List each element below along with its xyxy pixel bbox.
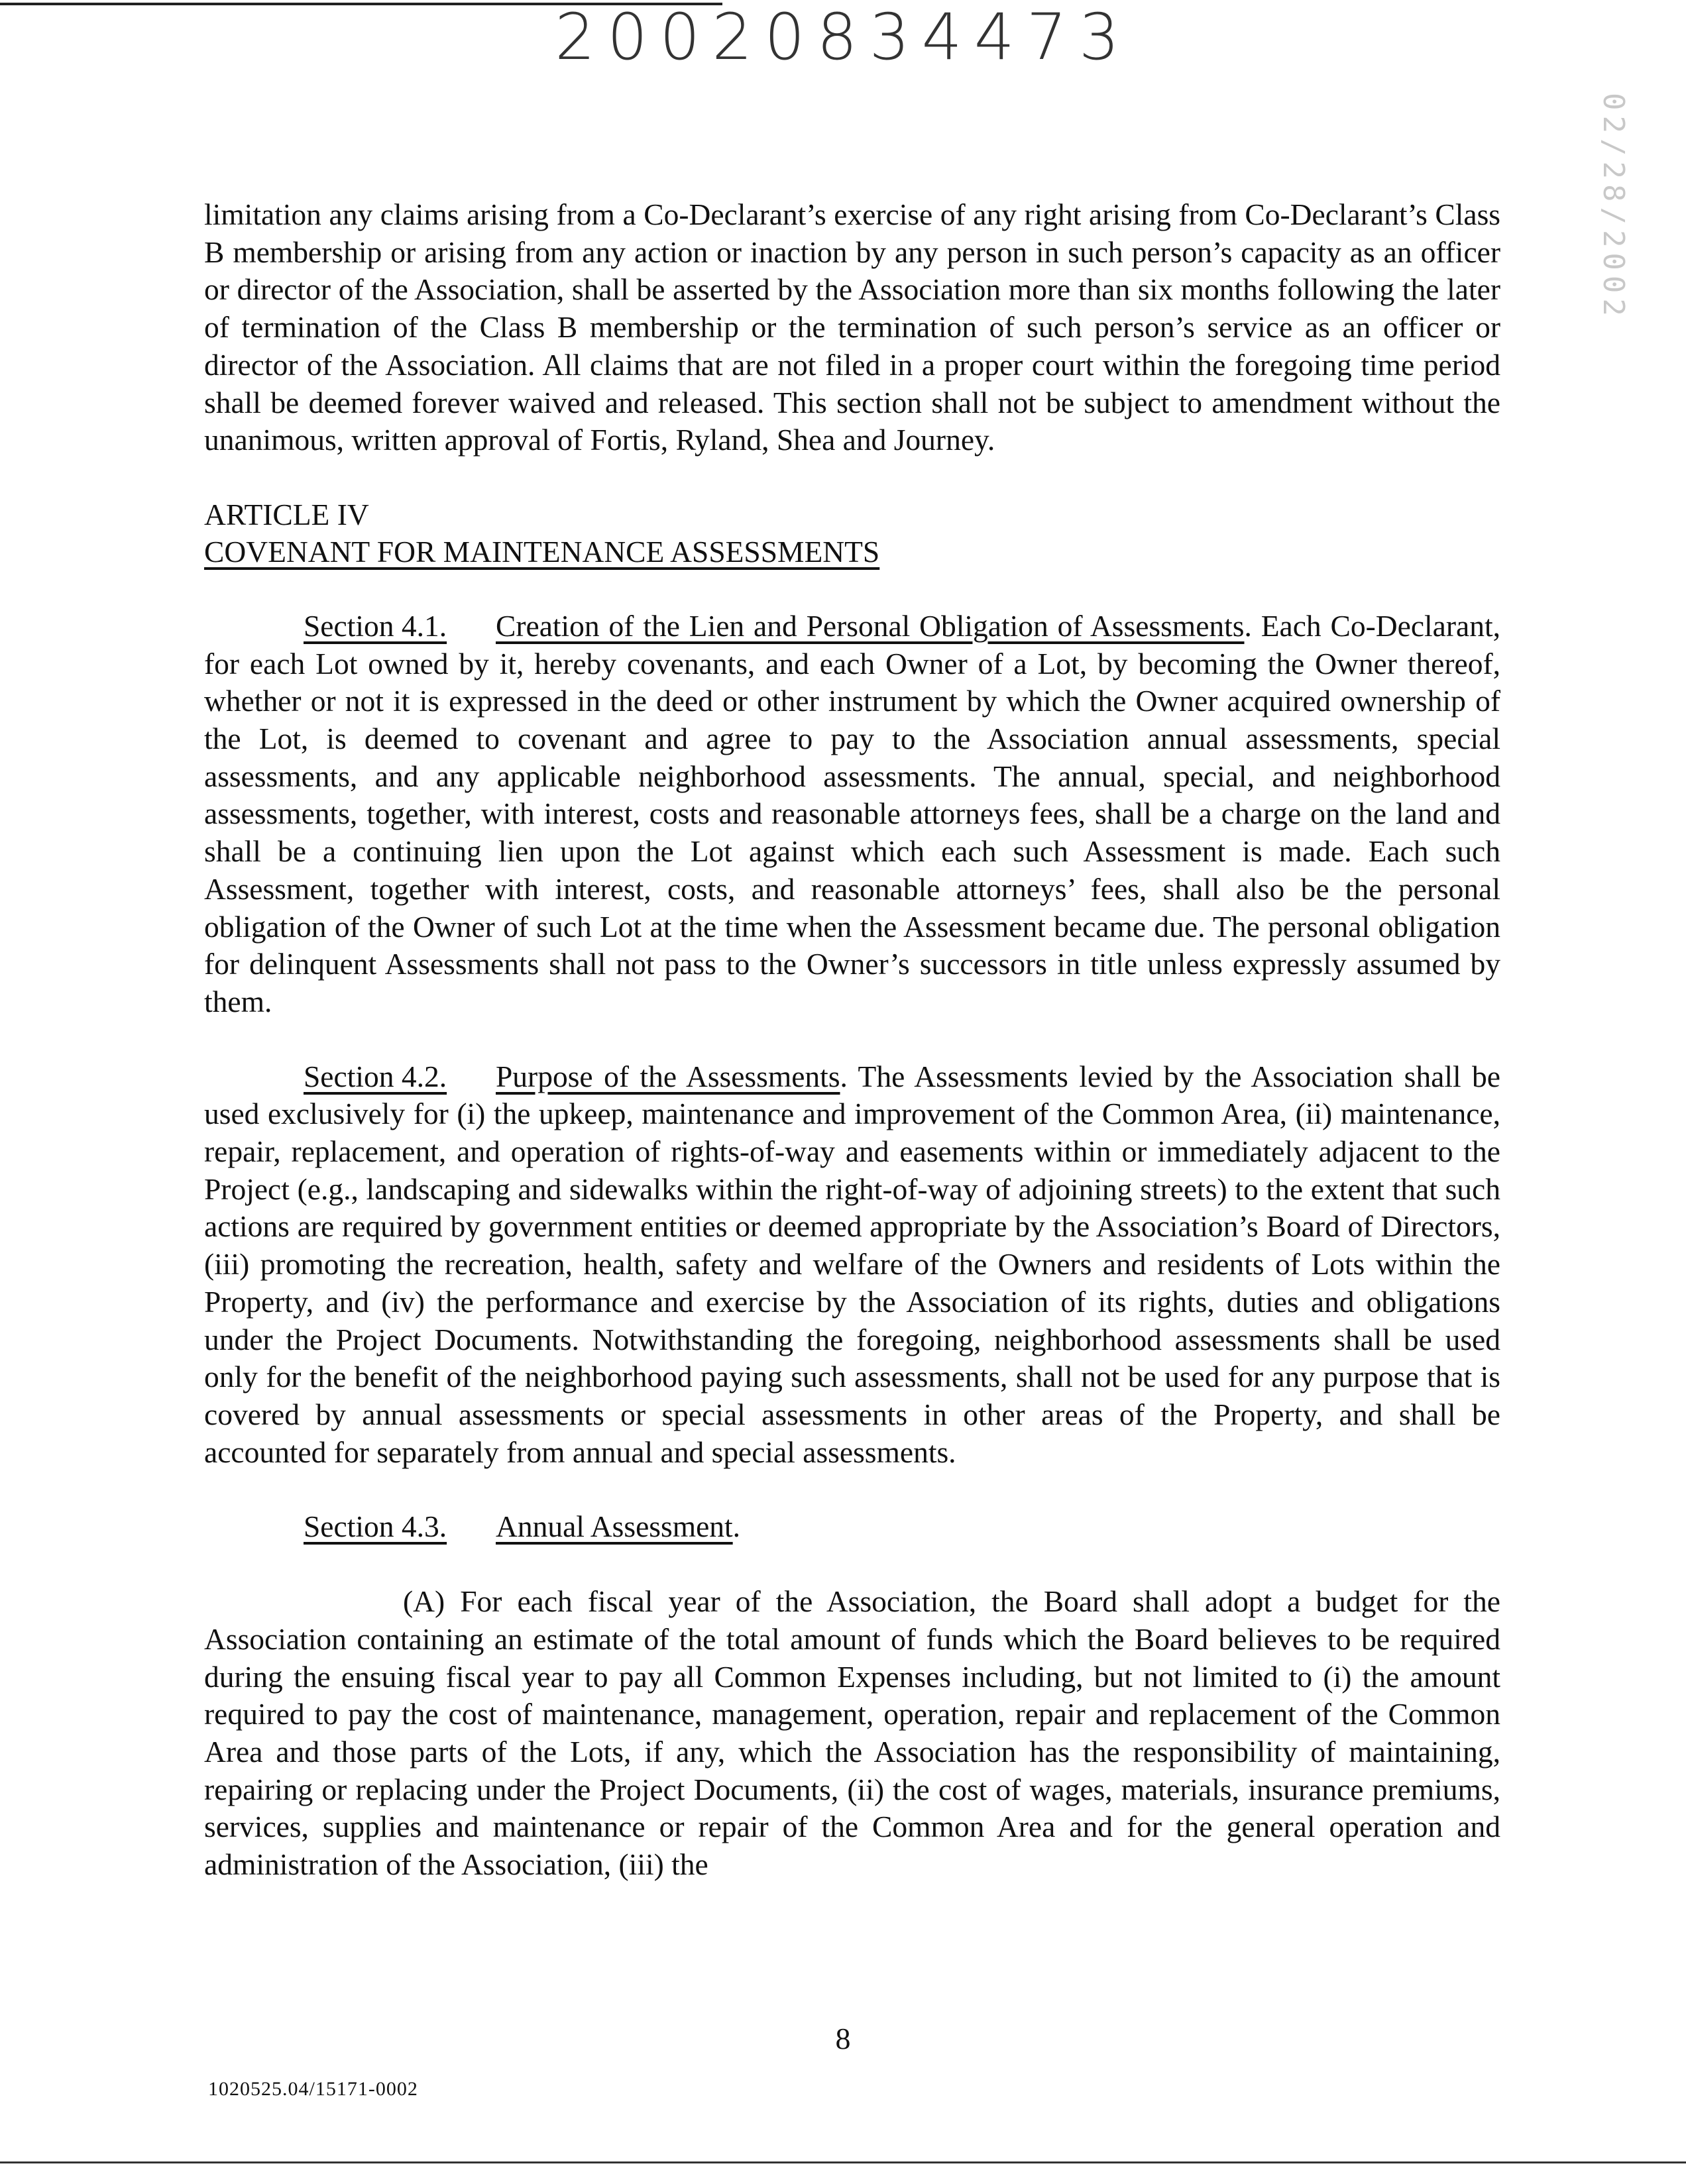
section-text: .: [732, 1509, 741, 1544]
subparagraph-a: (A) For each fiscal year of the Association, the Board shall adopt a budget for the Association containing an estimate of the total amount of funds which the Board believes to be required during the ensuing fiscal year to pay all Common Expenses including, but not limited to (i) the amount required to pay the cost of maintenance, management, operation, repair and replacement of the Common Area and those parts of the Lots, if any, which the Association has the responsibility of maintaining, repairing or replacing under the Project Documents, (ii) the cost of wages, materials, insurance premiums, services, supplies and maintenance or repair of the Common Area and for the general operation and administration of the Association, (iii) the: [204, 1584, 1500, 1882]
section-4-2: [204, 1058, 1500, 1472]
page-body: [204, 196, 1500, 1884]
continuation-paragraph: limitation any claims arising from a Co-Declarant’s exercise of any right arising from Co-Declarant’s Class B membership or arising from any action or inaction by any person in such person’s capacity as an officer or director of the Association, shall be asserted by the Association more than six months following the later of termination of the Class B membership or the termination of such person’s service as an officer or director of the Association. All claims that are not filed in a proper court within the foregoing time period shall be deemed forever waived and released. This section shall not be subject to amendment without the unanimous, written approval of Fortis, Ryland, Shea and Journey.: [204, 197, 1500, 457]
side-stamp-text: 02/28/2002: [1597, 93, 1630, 321]
article-heading: [204, 496, 1500, 571]
article-number: ARTICLE IV: [204, 497, 369, 531]
section-4-1: [204, 608, 1500, 1021]
section-number: Section 4.2.: [304, 1059, 447, 1093]
side-stamp: [1591, 93, 1644, 321]
bottom-rule: [0, 2161, 1686, 2163]
section-text: . Each Co-Declarant, for each Lot owned by it, hereby covenants, and each Owner of a Lot, by becoming the Owner thereof, whether or not it is expressed in the deed or other instrument by which the Owner acquired ownership of the Lot, is deemed to covenant and agree to pay to the Association annual assessments, special assessments, and any applicable neighborhood assessments. The annual, special, and neighborhood assessments, together, with interest, costs and reasonable attorneys fees, shall be a charge on the land and shall be a continuing lien upon the Lot against which each such Assessment is made. Each such Assessment, together with interest, costs, and reasonable attorneys’ fees, shall also be the personal obligation of the Owner of such Lot at the time when the Assessment became due. The personal obligation for delinquent Assessments shall not pass to the Owner’s successors in title unless expressly assumed by them.: [204, 608, 1500, 1018]
section-4-3: [204, 1508, 1500, 1546]
article-title: COVENANT FOR MAINTENANCE ASSESSMENTS: [204, 534, 880, 569]
section-title: Annual Assessment: [496, 1509, 733, 1544]
recording-number: 20020834473: [555, 0, 1131, 74]
page-number: 8: [835, 2022, 851, 2055]
section-number: Section 4.3.: [304, 1509, 447, 1544]
section-title: Creation of the Lien and Personal Obligation of Assessments: [496, 608, 1245, 643]
document-id: 1020525.04/15171-0002: [208, 2078, 418, 2100]
section-text: . The Assessments levied by the Association shall be used exclusively for (i) the upkeep, maintenance and improvement of the Common Area, (ii) maintenance, repair, replacement, and operation of rights-of-way and easements within or immediately adjacent to the Project (e.g., landscaping and sidewalks within the right-of-way of adjoining streets) to the extent that such actions are required by government entities or deemed appropriate by the Association’s Board of Directors, (iii) promoting the recreation, health, safety and welfare of the Owners and residents of Lots within the Property, and (iv) the performance and exercise by the Association of its rights, duties and obligations under the Project Documents. Notwithstanding the foregoing, neighborhood assessments shall be used only for the benefit of the neighborhood paying such assessments, shall not be used for any purpose that is covered by annual assessments or special assessments in other areas of the Property, and shall be accounted for separately from annual and special assessments.: [204, 1059, 1501, 1469]
section-title: Purpose of the Assessments: [496, 1059, 840, 1093]
section-number: Section 4.1.: [304, 608, 447, 643]
